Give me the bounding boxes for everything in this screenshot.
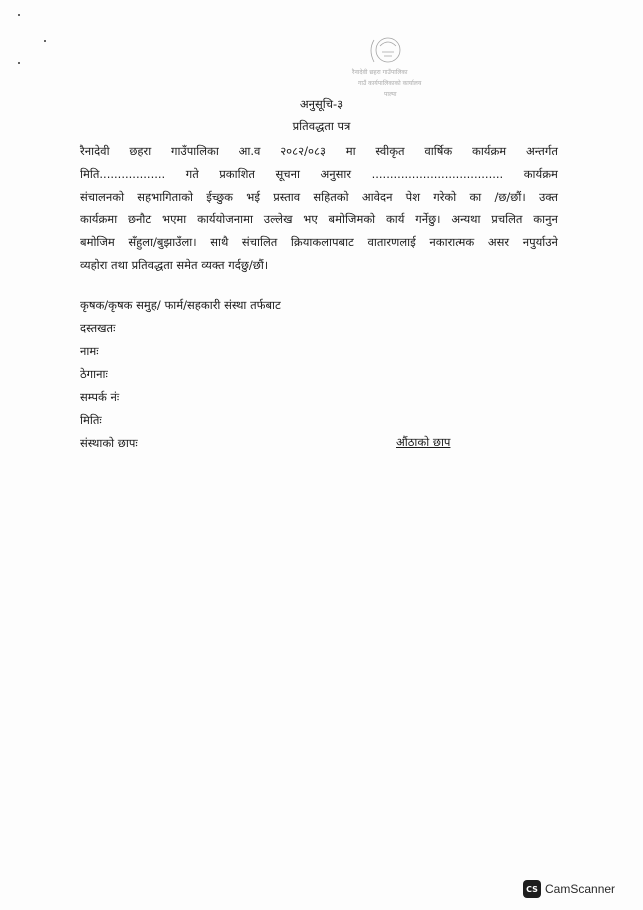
organization-seal-label: संस्थाको छापः [80,436,138,450]
camscanner-name: CamScanner [545,882,616,896]
address-label: ठेगानाः [80,367,108,381]
paragraph-word: कार्ययोजनामा [197,212,253,227]
paragraph-word: वार्षिक [424,144,453,158]
date-label: मितिः [80,413,102,427]
paragraph-word: गर्नेछु। [415,212,441,227]
scan-speck [18,14,20,16]
paragraph-line [80,208,558,231]
signature-label: दस्तखतः [80,321,116,335]
paragraph-word: प्रकाशित [219,166,255,181]
paragraph-word: .................................... [371,166,504,181]
on-behalf-line: कृषक/कृषक समुह/ फार्म/सहकारी संस्था तर्फबाट [80,298,281,312]
paragraph-word: अन्यथा [451,212,481,227]
office-seal-stamp [344,30,448,104]
thumbprint-label: औंठाको छाप [396,435,451,449]
seal-text-line: रैनादेवी छहरा गाउँपालिका [352,69,408,76]
paragraph-word: कानुन [533,212,558,227]
paragraph-word: उक्त [538,189,558,204]
paragraph-word: रैनादेवी [80,144,110,158]
paragraph-word: आ.व [238,144,261,158]
paragraph-word: सूचना [275,166,300,181]
paragraph-word: मा [345,144,356,158]
seal-text-line: गाउँ कार्यपालिकाको कार्यालय [358,80,422,87]
paragraph-word: बमोजिमको [328,212,376,227]
seal-text-line: पाल्पा [384,91,397,98]
paragraph-word: पेश [405,189,421,204]
paragraph-line [80,231,558,254]
paragraph-word: वातारणलाई [367,235,416,250]
paragraph-word: आवेदन [361,189,393,204]
paragraph-word: भए [303,212,318,227]
contact-number-label: सम्पर्क नंः [80,390,120,404]
document-title: प्रतिवद्धता पत्र [292,119,351,133]
paragraph-word: अनुसार [320,166,352,181]
paragraph-word: बमोजिम [80,235,115,250]
paragraph-word: नकारात्मक [429,235,475,250]
paragraph-line [80,140,558,163]
paragraph-word: नपुर्याउने [522,235,558,250]
annex-title: अनुसूचि-३ [299,97,344,111]
paragraph-line [80,186,558,209]
paragraph-word: साथै [210,235,229,250]
paragraph-word: सहितको [313,189,349,204]
name-label: नामः [80,344,99,358]
paragraph-word: संचालनको [80,189,125,204]
paragraph-word: मिति.................. [80,166,166,181]
paragraph-word: कार्यक्रम [472,144,507,158]
paragraph-word: गरेको [433,189,457,204]
paragraph-word: ईच्छुक [206,189,234,204]
commitment-paragraph [80,140,558,277]
camscanner-logo-icon: CS [523,880,541,898]
paragraph-word: असर [487,235,510,250]
paragraph-word: स्वीकृत [375,144,405,158]
paragraph-word: कार्य [385,212,405,227]
paragraph-word: सहभागिताको [137,189,194,204]
paragraph-word: सँहुला/बुझाउँला। [128,235,197,250]
paragraph-line: व्यहोरा तथा प्रतिवद्धता समेत व्यक्त गर्दछु/छौं। [80,257,269,272]
paragraph-word: भई [246,189,260,204]
paragraph-word: छहरा [129,144,152,158]
scan-speck [18,62,20,64]
paragraph-word: गाउँपालिका [170,144,219,158]
paragraph-word: का [469,189,482,204]
paragraph-word: गते [185,166,199,181]
paragraph-word: संचालित [241,235,278,250]
paragraph-word: /छ/छौं। [494,189,526,204]
paragraph-word: कार्यक्रमा [80,212,118,227]
camscanner-watermark [523,880,615,898]
paragraph-word: क्रियाकलापबाट [290,235,354,250]
paragraph-word: कार्यक्रम [523,166,558,181]
paragraph-word: प्रस्ताव [273,189,301,204]
paragraph-word: २०८२/०८३ [280,144,326,158]
paragraph-word: भएमा [161,212,187,227]
paragraph-word: अन्तर्गत [525,144,558,158]
scan-speck [44,40,46,42]
paragraph-word: प्रचलित [491,212,523,227]
paragraph-word: छनौट [127,212,152,227]
paragraph-word: उल्लेख [263,212,293,227]
paragraph-line [80,163,558,186]
